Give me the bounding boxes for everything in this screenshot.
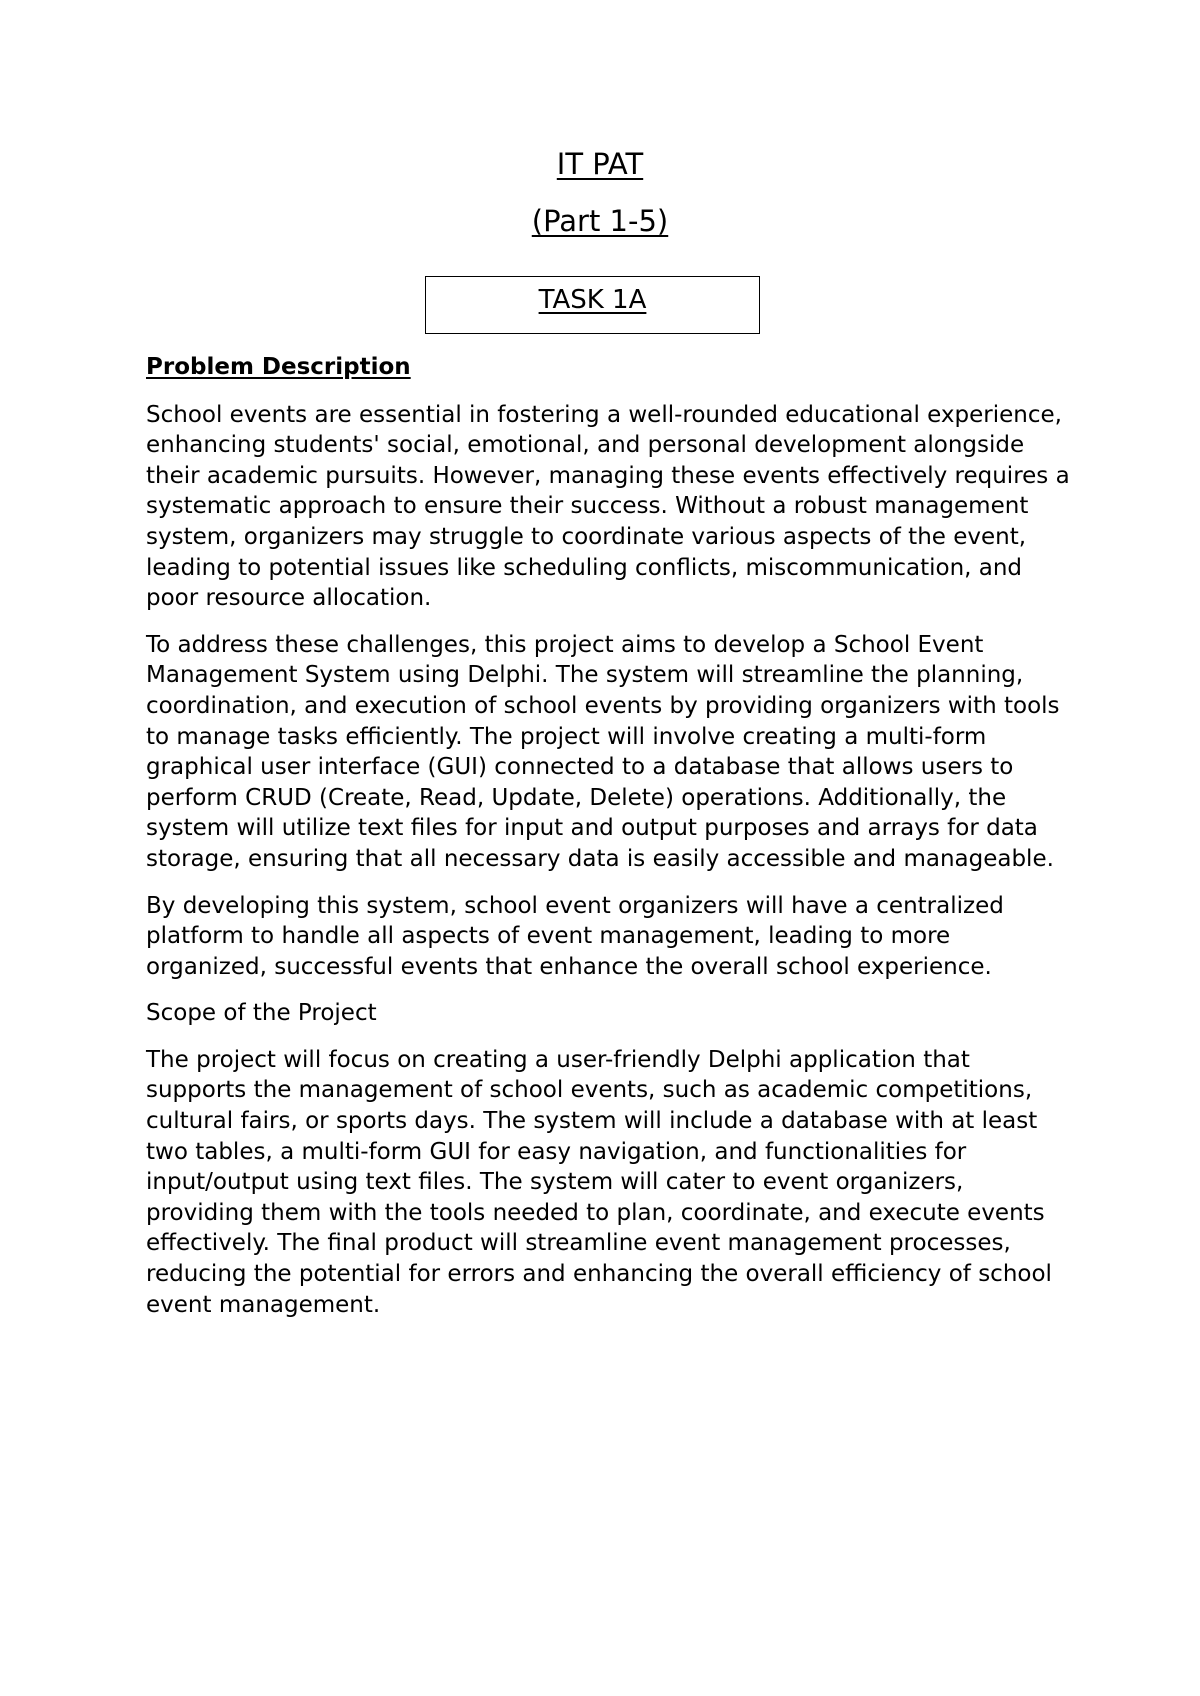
problem-paragraph-1: School events are essential in fostering a well-rounded educational experience, enhancing students' social, emotional, and personal development alongside their academic pursuits. However, managing these events effectively requires a systematic approach to ensure their success. Without a robust management system, organizers may struggle to coordinate various aspects of the event, leading to potential issues like scheduling conflicts, miscommunication, and poor resource allocation.	[146, 401, 1070, 612]
problem-paragraph-2: To address these challenges, this project aims to develop a School Event Management System using Delphi. The system will streamline the planning, coordination, and execution of school events by providing organizers with tools to manage tasks efficiently. The project will involve creating a multi-form graphical user interface (GUI) connected to a database that allows users to perform CRUD (Create, Read, Update, Delete) operations. Additionally, the system will utilize text files for input and output purposes and arrays for data storage, ensuring that all necessary data is easily accessible and manageable.	[146, 631, 1060, 872]
scope-heading: Scope of the Project	[146, 1000, 377, 1027]
task-label: TASK 1A	[538, 285, 647, 315]
document-subtitle: (Part 1-5)	[531, 204, 669, 238]
scope-paragraph: The project will focus on creating a user-friendly Delphi application that supports the management of school events, such as academic competitions, cultural fairs, or sports days. The system will include a database with at least two tables, a multi-form GUI for easy navigation, and functionalities for input/output using text files. The system will cater to event organizers, providing them with the tools needed to plan, coordinate, and execute events effectively. The final product will streamline event management processes, reducing the potential for errors and enhancing the overall efficiency of school event management.	[146, 1046, 1052, 1318]
problem-paragraph-3: By developing this system, school event organizers will have a centralized platform to handle all aspects of event management, leading to more organized, successful events that enhance the overall school experience.	[146, 892, 1004, 980]
document-body	[146, 352, 1076, 1336]
task-box	[425, 276, 760, 334]
problem-description-heading: Problem Description	[146, 354, 411, 380]
document-title: IT PAT	[556, 147, 644, 181]
